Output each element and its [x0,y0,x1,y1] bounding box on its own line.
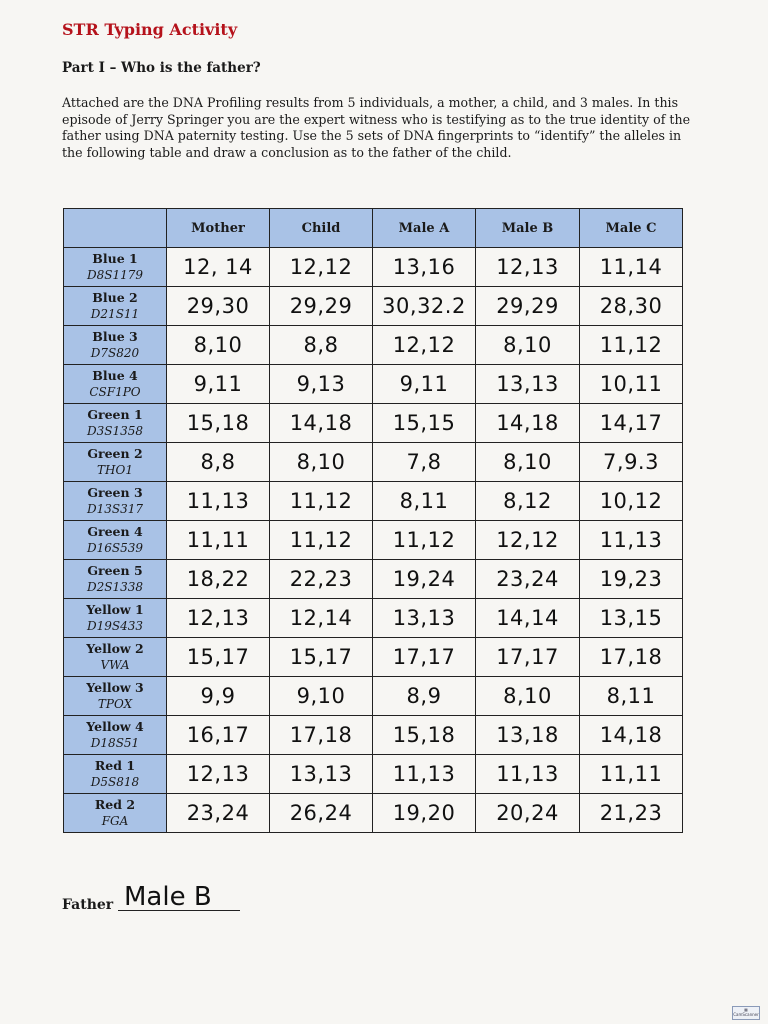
allele-cell-mother[interactable]: 12, 14 [167,248,270,287]
locus-cell [64,443,167,482]
allele-cell-male-a[interactable]: 12,12 [373,326,476,365]
allele-cell-male-b[interactable]: 8,10 [476,677,580,716]
allele-cell-male-b[interactable]: 17,17 [476,638,580,677]
locus-marker-name: D13S317 [86,502,143,516]
allele-cell-male-a[interactable]: 15,15 [373,404,476,443]
locus-dye-label: Yellow 4 [86,719,144,734]
scanner-watermark-logo: ▦ CamScanner [732,1006,760,1020]
locus-cell [64,755,167,794]
father-label: Father [62,897,114,913]
allele-cell-child[interactable]: 12,14 [270,599,373,638]
locus-dye-label: Blue 4 [92,368,138,383]
allele-cell-mother[interactable]: 9,9 [167,677,270,716]
locus-cell [64,716,167,755]
table-header-row [64,209,683,248]
allele-cell-male-c[interactable]: 11,12 [580,326,683,365]
allele-cell-male-a[interactable]: 30,32.2 [373,287,476,326]
allele-cell-mother[interactable]: 29,30 [167,287,270,326]
allele-cell-male-b[interactable]: 8,12 [476,482,580,521]
allele-cell-male-a[interactable]: 15,18 [373,716,476,755]
locus-marker-name: D19S433 [86,619,143,633]
locus-cell [64,560,167,599]
locus-marker-name: D16S539 [86,541,143,555]
header-male-c: Male C [580,209,683,248]
table-row [64,794,683,833]
allele-cell-male-c[interactable]: 11,13 [580,521,683,560]
locus-dye-label: Yellow 3 [86,680,144,695]
table-row [64,365,683,404]
allele-cell-male-c[interactable]: 17,18 [580,638,683,677]
locus-dye-label: Yellow 2 [86,641,144,656]
allele-cell-child[interactable]: 8,10 [270,443,373,482]
table-row [64,755,683,794]
allele-cell-child[interactable]: 9,13 [270,365,373,404]
locus-marker-name: D18S51 [90,736,140,750]
allele-cell-male-c[interactable]: 10,12 [580,482,683,521]
table-row [64,248,683,287]
locus-dye-label: Red 2 [94,797,136,812]
allele-cell-male-a[interactable]: 17,17 [373,638,476,677]
allele-cell-mother[interactable]: 23,24 [167,794,270,833]
locus-marker-name: VWA [100,658,130,672]
allele-cell-male-c[interactable]: 13,15 [580,599,683,638]
allele-cell-mother[interactable]: 8,8 [167,443,270,482]
allele-cell-male-a[interactable]: 11,12 [373,521,476,560]
locus-marker-name: CSF1PO [89,385,141,399]
allele-cell-child[interactable]: 14,18 [270,404,373,443]
locus-cell [64,287,167,326]
locus-cell [64,248,167,287]
table-row [64,287,683,326]
locus-marker-name: D5S818 [90,775,140,789]
allele-cell-mother[interactable]: 11,13 [167,482,270,521]
header-male-b: Male B [476,209,580,248]
allele-cell-male-a[interactable]: 13,13 [373,599,476,638]
allele-cell-male-b[interactable]: 14,18 [476,404,580,443]
allele-cell-male-c[interactable]: 28,30 [580,287,683,326]
table-body [64,248,683,833]
allele-cell-child[interactable]: 13,13 [270,755,373,794]
locus-marker-name: D3S1358 [86,424,143,438]
locus-dye-label: Red 1 [94,758,136,773]
locus-cell [64,521,167,560]
locus-marker-name: THO1 [97,463,133,477]
allele-cell-male-b[interactable]: 8,10 [476,326,580,365]
locus-dye-label: Green 2 [87,446,143,461]
allele-cell-male-a[interactable]: 19,20 [373,794,476,833]
locus-marker-name: D8S1179 [86,268,143,282]
locus-marker-name: FGA [101,814,129,828]
allele-cell-child[interactable]: 26,24 [270,794,373,833]
locus-dye-label: Green 3 [87,485,143,500]
table-row [64,443,683,482]
allele-cell-child[interactable]: 8,8 [270,326,373,365]
allele-cell-mother[interactable]: 8,10 [167,326,270,365]
header-corner-cell [64,209,167,248]
allele-cell-mother[interactable]: 9,11 [167,365,270,404]
allele-cell-male-c[interactable]: 21,23 [580,794,683,833]
locus-cell [64,677,167,716]
allele-cell-male-b[interactable]: 8,10 [476,443,580,482]
locus-cell [64,638,167,677]
father-answer[interactable]: Male B [124,882,212,912]
table-row [64,482,683,521]
locus-dye-label: Green 1 [87,407,143,422]
locus-dye-label: Yellow 1 [86,602,144,617]
allele-cell-male-a[interactable]: 8,11 [373,482,476,521]
str-results-table [63,208,683,833]
table-row [64,404,683,443]
allele-cell-male-b[interactable]: 23,24 [476,560,580,599]
allele-cell-mother[interactable]: 16,17 [167,716,270,755]
allele-cell-child[interactable]: 22,23 [270,560,373,599]
allele-cell-child[interactable]: 12,12 [270,248,373,287]
allele-cell-child[interactable]: 9,10 [270,677,373,716]
locus-cell [64,365,167,404]
header-mother: Mother [167,209,270,248]
allele-cell-mother[interactable]: 15,18 [167,404,270,443]
table-row [64,638,683,677]
allele-cell-male-c[interactable]: 8,11 [580,677,683,716]
locus-marker-name: D21S11 [90,307,140,321]
allele-cell-male-b[interactable]: 14,14 [476,599,580,638]
locus-cell [64,404,167,443]
allele-cell-male-a[interactable]: 19,24 [373,560,476,599]
allele-cell-child[interactable]: 29,29 [270,287,373,326]
section-heading: Part I – Who is the father? [62,60,261,76]
allele-cell-male-b[interactable]: 13,13 [476,365,580,404]
allele-cell-male-c[interactable]: 14,18 [580,716,683,755]
instructions-paragraph: Attached are the DNA Profiling results from 5 individuals, a mother, a child, and 3 males. In this episode of Jerry Springer you are the expert witness who is testifying as to the true identity of the father using DNA paternity testing. Use the 5 sets of DNA fingerprints to “identify” the alleles in the following table and draw a conclusion as to the father of the child. [62,95,691,160]
allele-cell-mother[interactable]: 12,13 [167,599,270,638]
allele-cell-mother[interactable]: 12,13 [167,755,270,794]
allele-cell-male-b[interactable]: 11,13 [476,755,580,794]
allele-cell-male-a[interactable]: 11,13 [373,755,476,794]
locus-dye-label: Green 5 [87,563,143,578]
allele-cell-mother[interactable]: 18,22 [167,560,270,599]
allele-cell-male-c[interactable]: 19,23 [580,560,683,599]
header-male-a: Male A [373,209,476,248]
locus-marker-name: TPOX [97,697,133,711]
allele-cell-male-b[interactable]: 29,29 [476,287,580,326]
locus-dye-label: Blue 3 [92,329,138,344]
allele-cell-child[interactable]: 17,18 [270,716,373,755]
locus-marker-name: D2S1338 [86,580,143,594]
locus-cell [64,482,167,521]
allele-cell-mother[interactable]: 11,11 [167,521,270,560]
allele-cell-male-c[interactable]: 7,9.3 [580,443,683,482]
table-row [64,599,683,638]
allele-cell-male-c[interactable]: 11,11 [580,755,683,794]
allele-cell-male-b[interactable]: 20,24 [476,794,580,833]
table-row [64,716,683,755]
table-row [64,677,683,716]
locus-dye-label: Blue 1 [92,251,138,266]
header-child: Child [270,209,373,248]
allele-cell-male-a[interactable]: 8,9 [373,677,476,716]
allele-cell-child[interactable]: 15,17 [270,638,373,677]
allele-cell-male-b[interactable]: 12,13 [476,248,580,287]
allele-cell-male-c[interactable]: 10,11 [580,365,683,404]
allele-cell-male-a[interactable]: 13,16 [373,248,476,287]
locus-dye-label: Green 4 [87,524,143,539]
allele-cell-male-a[interactable]: 7,8 [373,443,476,482]
allele-cell-mother[interactable]: 15,17 [167,638,270,677]
allele-cell-male-b[interactable]: 12,12 [476,521,580,560]
allele-cell-male-c[interactable]: 14,17 [580,404,683,443]
table-row [64,560,683,599]
allele-cell-child[interactable]: 11,12 [270,482,373,521]
locus-marker-name: D7S820 [90,346,140,360]
table-row [64,326,683,365]
allele-cell-male-c[interactable]: 11,14 [580,248,683,287]
locus-cell [64,794,167,833]
allele-cell-male-a[interactable]: 9,11 [373,365,476,404]
locus-dye-label: Blue 2 [92,290,138,305]
page-title: STR Typing Activity [62,20,238,39]
locus-cell [64,326,167,365]
locus-cell [64,599,167,638]
table-row [64,521,683,560]
allele-cell-child[interactable]: 11,12 [270,521,373,560]
allele-cell-male-b[interactable]: 13,18 [476,716,580,755]
